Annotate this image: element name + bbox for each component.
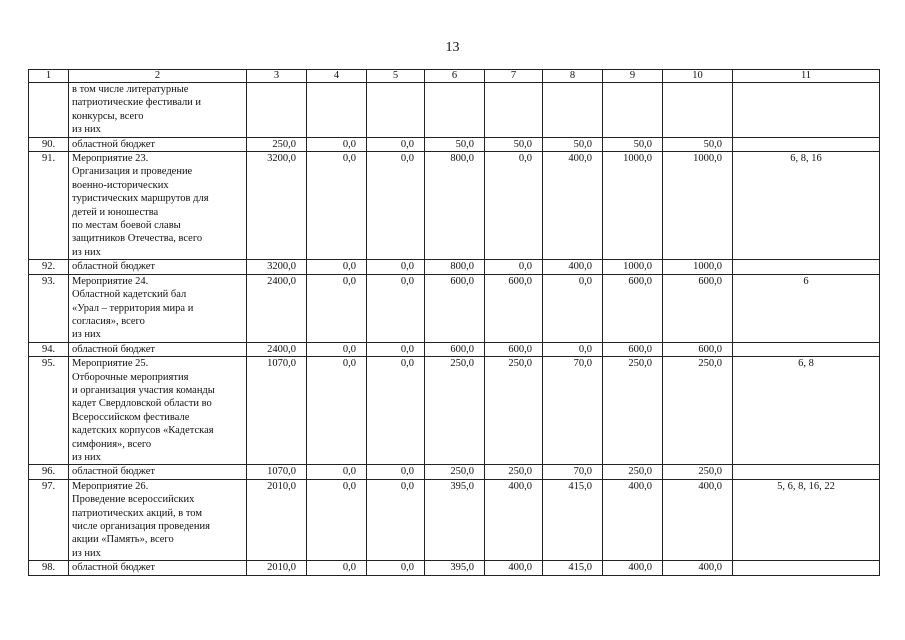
page-number: 13 [445, 40, 460, 55]
row-value: 0,0 [307, 152, 367, 260]
row-value: 415,0 [543, 479, 603, 560]
row-value: 250,0 [247, 137, 307, 151]
row-value [485, 83, 543, 138]
row-tasks [733, 465, 880, 479]
row-value: 250,0 [485, 465, 543, 479]
row-value: 0,0 [307, 137, 367, 151]
row-value: 0,0 [367, 274, 425, 342]
row-name: Мероприятие 23. Организация и проведение военно-исторических туристических маршрутов для детей и юношества по местам боевой славы защитников Отечества, всего из них [69, 152, 247, 260]
row-value: 0,0 [367, 357, 425, 465]
row-value: 250,0 [603, 357, 663, 465]
row-name: областной бюджет [69, 561, 247, 575]
row-value: 600,0 [425, 274, 485, 342]
row-value: 800,0 [425, 260, 485, 274]
row-value: 2400,0 [247, 342, 307, 356]
row-value: 0,0 [485, 152, 543, 260]
row-name: областной бюджет [69, 137, 247, 151]
row-value: 0,0 [543, 274, 603, 342]
column-header: 11 [733, 70, 880, 83]
row-value: 250,0 [603, 465, 663, 479]
row-value: 400,0 [603, 561, 663, 575]
row-value: 600,0 [603, 342, 663, 356]
row-value: 0,0 [485, 260, 543, 274]
row-value: 250,0 [663, 465, 733, 479]
row-value: 1000,0 [603, 260, 663, 274]
row-value: 600,0 [485, 274, 543, 342]
table-row [29, 561, 880, 575]
row-value: 400,0 [485, 561, 543, 575]
table-row [29, 152, 880, 260]
column-header: 2 [69, 70, 247, 83]
row-value: 600,0 [425, 342, 485, 356]
row-value: 600,0 [485, 342, 543, 356]
row-number: 98. [29, 561, 69, 575]
row-number: 90. [29, 137, 69, 151]
row-value: 0,0 [367, 342, 425, 356]
row-name: областной бюджет [69, 342, 247, 356]
row-value: 395,0 [425, 479, 485, 560]
row-tasks: 5, 6, 8, 16, 22 [733, 479, 880, 560]
row-value: 70,0 [543, 465, 603, 479]
row-value: 0,0 [307, 479, 367, 560]
row-name: Мероприятие 25. Отборочные мероприятия и организация участия команды кадет Свердловской области во Всероссийском фестивале кадетских корпусов «Кадетская симфония», всего из них [69, 357, 247, 465]
row-value [663, 83, 733, 138]
row-name: Мероприятие 26. Проведение всероссийских патриотических акций, в том числе организация проведения акции «Память», всего из них [69, 479, 247, 560]
row-number: 95. [29, 357, 69, 465]
row-value: 250,0 [663, 357, 733, 465]
row-number: 97. [29, 479, 69, 560]
row-value: 800,0 [425, 152, 485, 260]
row-value: 0,0 [367, 465, 425, 479]
row-value: 0,0 [307, 561, 367, 575]
row-value: 250,0 [425, 465, 485, 479]
row-name: Мероприятие 24. Областной кадетский бал «Урал – территория мира и согласия», всего из них [69, 274, 247, 342]
row-value [307, 83, 367, 138]
row-tasks [733, 342, 880, 356]
row-value: 400,0 [663, 561, 733, 575]
row-tasks: 6, 8, 16 [733, 152, 880, 260]
row-value: 600,0 [603, 274, 663, 342]
column-header: 7 [485, 70, 543, 83]
table-body [29, 70, 880, 576]
table-row [29, 342, 880, 356]
row-value: 3200,0 [247, 152, 307, 260]
row-value: 1000,0 [663, 260, 733, 274]
row-tasks: 6, 8 [733, 357, 880, 465]
row-value: 2010,0 [247, 479, 307, 560]
row-value [603, 83, 663, 138]
row-value: 0,0 [367, 137, 425, 151]
column-header: 9 [603, 70, 663, 83]
row-value: 0,0 [367, 561, 425, 575]
row-value [543, 83, 603, 138]
row-value: 0,0 [367, 479, 425, 560]
column-header: 4 [307, 70, 367, 83]
row-value: 0,0 [307, 465, 367, 479]
row-value: 50,0 [485, 137, 543, 151]
table-row [29, 137, 880, 151]
row-value [425, 83, 485, 138]
row-value: 0,0 [307, 357, 367, 465]
row-value: 50,0 [663, 137, 733, 151]
table-row [29, 83, 880, 138]
row-value: 50,0 [543, 137, 603, 151]
row-value: 70,0 [543, 357, 603, 465]
row-value: 0,0 [367, 260, 425, 274]
row-tasks [733, 137, 880, 151]
row-value: 0,0 [543, 342, 603, 356]
row-value: 0,0 [307, 260, 367, 274]
table-row [29, 260, 880, 274]
row-name: областной бюджет [69, 465, 247, 479]
row-value: 2010,0 [247, 561, 307, 575]
row-value: 0,0 [307, 274, 367, 342]
row-value: 250,0 [485, 357, 543, 465]
row-name: областной бюджет [69, 260, 247, 274]
row-value: 3200,0 [247, 260, 307, 274]
table-row [29, 479, 880, 560]
row-number: 92. [29, 260, 69, 274]
column-header: 5 [367, 70, 425, 83]
row-value: 2400,0 [247, 274, 307, 342]
row-value [247, 83, 307, 138]
column-header: 10 [663, 70, 733, 83]
row-number [29, 83, 69, 138]
row-value: 50,0 [425, 137, 485, 151]
table-row [29, 274, 880, 342]
budget-table [28, 69, 880, 576]
row-value: 400,0 [543, 260, 603, 274]
row-value [367, 83, 425, 138]
column-header: 6 [425, 70, 485, 83]
row-value: 400,0 [603, 479, 663, 560]
table-header-row [29, 70, 880, 83]
row-tasks [733, 561, 880, 575]
row-value: 250,0 [425, 357, 485, 465]
row-number: 96. [29, 465, 69, 479]
row-tasks [733, 260, 880, 274]
row-value: 0,0 [367, 152, 425, 260]
table-row [29, 357, 880, 465]
row-value: 0,0 [307, 342, 367, 356]
row-value: 600,0 [663, 274, 733, 342]
row-value: 600,0 [663, 342, 733, 356]
row-value: 400,0 [663, 479, 733, 560]
row-number: 94. [29, 342, 69, 356]
row-number: 93. [29, 274, 69, 342]
row-number: 91. [29, 152, 69, 260]
row-value: 1000,0 [663, 152, 733, 260]
row-tasks: 6 [733, 274, 880, 342]
table-row [29, 465, 880, 479]
column-header: 8 [543, 70, 603, 83]
row-name: в том числе литературные патриотические фестивали и конкурсы, всего из них [69, 83, 247, 138]
column-header: 3 [247, 70, 307, 83]
row-value: 400,0 [485, 479, 543, 560]
row-value: 415,0 [543, 561, 603, 575]
row-value: 1070,0 [247, 357, 307, 465]
row-value: 400,0 [543, 152, 603, 260]
row-value: 1000,0 [603, 152, 663, 260]
row-tasks [733, 83, 880, 138]
row-value: 395,0 [425, 561, 485, 575]
row-value: 50,0 [603, 137, 663, 151]
row-value: 1070,0 [247, 465, 307, 479]
column-header: 1 [29, 70, 69, 83]
